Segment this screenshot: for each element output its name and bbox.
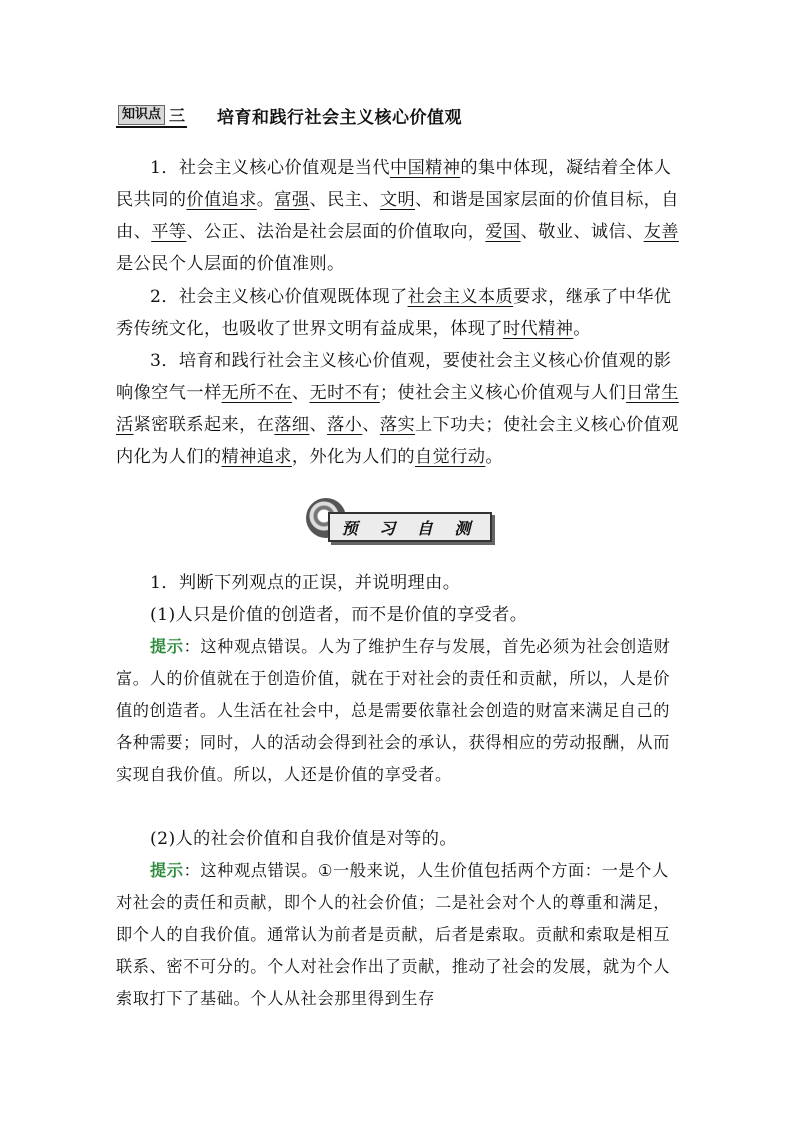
hint-label: 提示 [150, 637, 184, 656]
underlined-term: 落小 [327, 415, 363, 435]
underlined-term: 落细 [274, 415, 310, 435]
text-run: 、公正、法治是社会层面的价值取向， [186, 222, 486, 242]
text-run: 3．培育和践行社会主义核心价值观，要使社会主义核心价值观的影响像空气一样 [116, 351, 672, 403]
hint-label: 提示 [150, 861, 184, 880]
knowledge-point-title: 培育和践行社会主义核心价值观 [217, 108, 463, 128]
knowledge-point-label: 知识点 [118, 105, 165, 125]
text-run: 要求，继承了中华优秀传统文化，也吸收了世界文明有益成果，体现了 [116, 287, 672, 339]
text-run: ；使社会主义核心价值观与人们 [379, 383, 627, 403]
paragraph-3 [116, 345, 682, 473]
hint-1 [116, 631, 682, 791]
question-1: 1．判断下列观点的正误，并说明理由。 [150, 573, 461, 593]
paragraph-1 [116, 152, 682, 280]
underlined-term: 富强 [274, 190, 310, 210]
text-run: 2．社会主义核心价值观既体现了 [150, 287, 408, 307]
text-run: 、民主、 [309, 190, 380, 210]
text-run: 。 [256, 190, 275, 210]
underlined-term: 无时不有 [309, 383, 380, 403]
banner-box [328, 512, 492, 542]
hint-2 [116, 855, 682, 1015]
underlined-term: 平等 [151, 222, 187, 242]
text-run: 、 [291, 383, 310, 403]
underlined-term: 爱国 [485, 222, 521, 242]
hint-text: ：这种观点错误。人为了维护生存与发展，首先必须为社会创造财富。人的价值就在于创造价值，就在于对社会的责任和贡献，所以，人是价值的创造者。人生活在社会中，总是需要依靠社会创造的财富来满足自己的各种需要；同时，人的活动会得到社会的承认，获得相应的劳动报酬，从而实现自我价值。所以，人还是价值的享受者。 [116, 637, 671, 784]
text-run: 。 [573, 319, 591, 339]
question-1-1: (1)人只是价值的创造者，而不是价值的享受者。 [150, 605, 528, 625]
text-run: 上下功夫；使社会主义核心价值观内化为人们的 [116, 415, 679, 467]
underlined-term: 无所不在 [221, 383, 292, 403]
text-run: 的集中体现，凝结着全体人民共同的 [116, 158, 672, 210]
text-run: 1．社会主义核心价值观是当代 [150, 158, 390, 178]
text-run: 、敬业、诚信、 [520, 222, 644, 242]
section-banner [306, 498, 490, 546]
underlined-term: 落实 [379, 415, 416, 435]
text-run: 紧密联系起来，在 [133, 415, 275, 435]
underlined-term: 社会主义本质 [407, 287, 514, 307]
text-run: 、和谐是国家层面的价值目标，自由、 [116, 190, 679, 242]
knowledge-point-tag [116, 104, 187, 128]
banner-title: 预 习 自 测 [341, 518, 479, 538]
text-run: 、 [309, 415, 328, 435]
knowledge-point-header [116, 103, 462, 128]
text-run: 。 [485, 447, 503, 467]
underlined-term: 精神追求 [221, 447, 292, 467]
hint-text: ：这种观点错误。①一般来说，人生价值包括两个方面：一是个人对社会的责任和贡献，即个人的社会价值；二是社会对个人的尊重和满足，即个人的自我价值。通常认为前者是贡献，后者是索取。贡献和索取是相互联系、密不可分的。个人对社会作出了贡献，推动了社会的发展，就为个人索取打下了基础。个人从社会那里得到生存 [116, 861, 670, 1008]
paragraph-2 [116, 281, 682, 345]
question-1-2: (2)人的社会价值和自我价值是对等的。 [150, 829, 457, 849]
text-run: 、 [362, 415, 380, 435]
text-run: ，外化为人们的 [291, 447, 416, 467]
knowledge-point-number: 三 [169, 106, 186, 125]
underlined-term: 价值追求 [186, 190, 257, 210]
text-run: 是公民个人层面的价值准则。 [116, 254, 345, 274]
underlined-term: 中国精神 [389, 158, 461, 178]
underlined-term: 时代精神 [502, 319, 574, 339]
underlined-term: 自觉行动 [415, 447, 486, 467]
underlined-term: 友善 [643, 222, 679, 242]
underlined-term: 日常生活 [116, 383, 679, 435]
underlined-term: 文明 [379, 190, 416, 210]
